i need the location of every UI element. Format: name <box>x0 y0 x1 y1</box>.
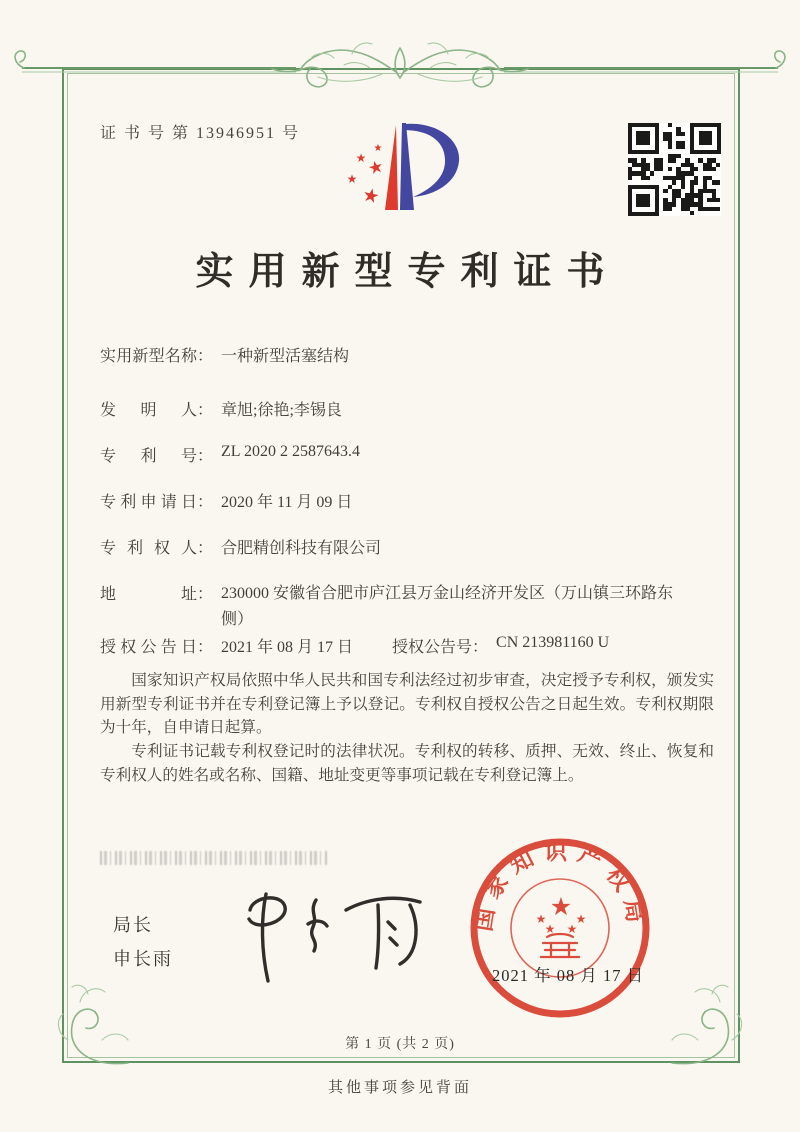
qr-module <box>716 198 720 202</box>
seal-gate <box>541 934 579 957</box>
logo-star-icon: ★ <box>355 151 367 165</box>
commissioner-title: 局长 <box>113 915 153 935</box>
field-label: 授权公告日 <box>100 639 197 656</box>
qr-code <box>628 123 721 216</box>
qr-module <box>676 154 680 158</box>
logo-star-icon: ★ <box>366 156 386 179</box>
barcode <box>100 851 328 865</box>
seal-star-icon: ★ <box>549 894 573 921</box>
logo-star-icon: ★ <box>346 172 358 186</box>
seal-date: 2021 年 08 月 17 日 <box>492 966 645 985</box>
seal-star-icon: ★ <box>566 922 578 936</box>
field-row-address: 地 址 ： 230000 安徽省合肥市庐江县万金山经济开发区（万山镇三环路东侧） <box>100 581 720 633</box>
qr-module <box>646 176 650 180</box>
field-label: 专 利 号 <box>100 448 197 465</box>
commissioner-name: 申长雨 <box>113 949 173 969</box>
qr-module <box>694 180 698 184</box>
field-value: ZL 2020 2 2587643.4 <box>221 443 360 460</box>
qr-module <box>668 123 672 127</box>
seal-star-icon: ★ <box>535 912 547 926</box>
qr-module <box>681 185 685 189</box>
qr-module <box>668 145 672 149</box>
field-label: 授权公告号 <box>392 639 473 656</box>
qr-module <box>672 158 676 162</box>
qr-module <box>716 163 720 167</box>
official-seal <box>453 823 673 1028</box>
seal-emblem <box>536 894 587 957</box>
qr-module <box>659 167 663 171</box>
grant-date-group: 授权公告日 ： 2021 年 08 月 17 日 <box>100 634 392 657</box>
back-note: 其他事项参见背面 <box>327 1080 472 1096</box>
qr-module <box>672 202 676 206</box>
field-value: 230000 安徽省合肥市庐江县万金山经济开发区（万山镇三环路东侧） <box>221 585 674 628</box>
dragon-flourish-left <box>272 43 396 87</box>
qr-module <box>650 171 654 175</box>
logo-blue-bar <box>400 123 414 210</box>
page-indicator: 第 1 页 (共 2 页) <box>345 1037 455 1052</box>
qr-finder-icon <box>690 123 721 154</box>
qr-module <box>690 211 694 215</box>
field-row-patent-number: 专 利 号 ： ZL 2020 2 2587643.4 <box>100 443 360 465</box>
commissioner-signature <box>228 878 443 990</box>
qr-module <box>663 189 667 193</box>
certificate-title: 实用新型专利证书 <box>195 251 620 293</box>
qr-finder-icon <box>628 185 659 216</box>
field-label: 专利申请日 <box>100 494 197 511</box>
field-label: 发 明 人 <box>100 402 197 419</box>
qr-module <box>668 167 672 171</box>
field-label: 专 利 权 人 <box>100 540 197 557</box>
qr-module <box>681 132 685 136</box>
field-value: 章旭;徐艳;李锡良 <box>221 402 342 419</box>
field-row-filing-date: 专利申请日 ： 2020 年 11 月 09 日 <box>100 489 720 512</box>
top-dragon-ornament <box>0 24 800 119</box>
certificate-number: 证 书 号 第 13946951 号 <box>100 125 301 142</box>
grant-row <box>100 634 730 657</box>
qr-module <box>716 207 720 211</box>
dragon-flourish-right <box>404 43 528 87</box>
grant-number-group: 授权公告号 ： CN 213981160 U <box>392 634 610 656</box>
seal-star-icon: ★ <box>575 912 587 926</box>
logo-star-icon: ★ <box>360 184 382 209</box>
qr-module <box>712 167 716 171</box>
corner-flourish-bottom-left <box>28 978 158 1073</box>
qr-module <box>716 180 720 184</box>
seal-text: 国家知识产权局 <box>470 839 650 934</box>
qr-module <box>672 180 676 184</box>
qr-module <box>668 207 672 211</box>
logo-red-wedge <box>385 125 398 210</box>
field-label: 地 址 <box>100 586 197 603</box>
qr-finder-icon <box>628 123 659 154</box>
grant-date-value: 2021 年 08 月 17 日 <box>221 639 354 656</box>
field-value: 一种新型活塞结构 <box>221 348 350 365</box>
cnipa-logo <box>338 108 472 226</box>
field-row-patentee: 专 利 权 人 ： 合肥精创科技有限公司 <box>100 535 720 558</box>
field-row-name: 实用新型名称 ： 一种新型活塞结构 <box>100 343 720 366</box>
field-label: 实用新型名称 <box>100 348 197 365</box>
qr-module <box>628 176 632 180</box>
logo-star-icon: ★ <box>373 143 383 154</box>
body-paragraph-2: 专利证书记载专利权登记时的法律状况。专利权的转移、质押、无效、终止、恢复和专利权人的姓名或名称、国籍、地址变更等事项记载在专利登记簿上。 <box>100 743 714 784</box>
field-value: 合肥精创科技有限公司 <box>221 540 382 557</box>
field-row-inventors: 发 明 人 ： 章旭;徐艳;李锡良 <box>100 397 720 420</box>
grant-number-value: CN 213981160 U <box>496 634 610 651</box>
commissioner-block <box>113 908 173 976</box>
body-paragraph-1: 国家知识产权局依照中华人民共和国专利法经过初步审查，决定授予专利权，颁发实用新型专利证书并在专利登记簿上予以登记。专利权自授权公告之日起生效。专利权期限为十年，自申请日起算。 <box>100 672 714 736</box>
qr-module <box>681 145 685 149</box>
field-value: 2020 年 11 月 09 日 <box>221 494 353 511</box>
seal-star-icon: ★ <box>544 922 556 936</box>
qr-module <box>694 167 698 171</box>
